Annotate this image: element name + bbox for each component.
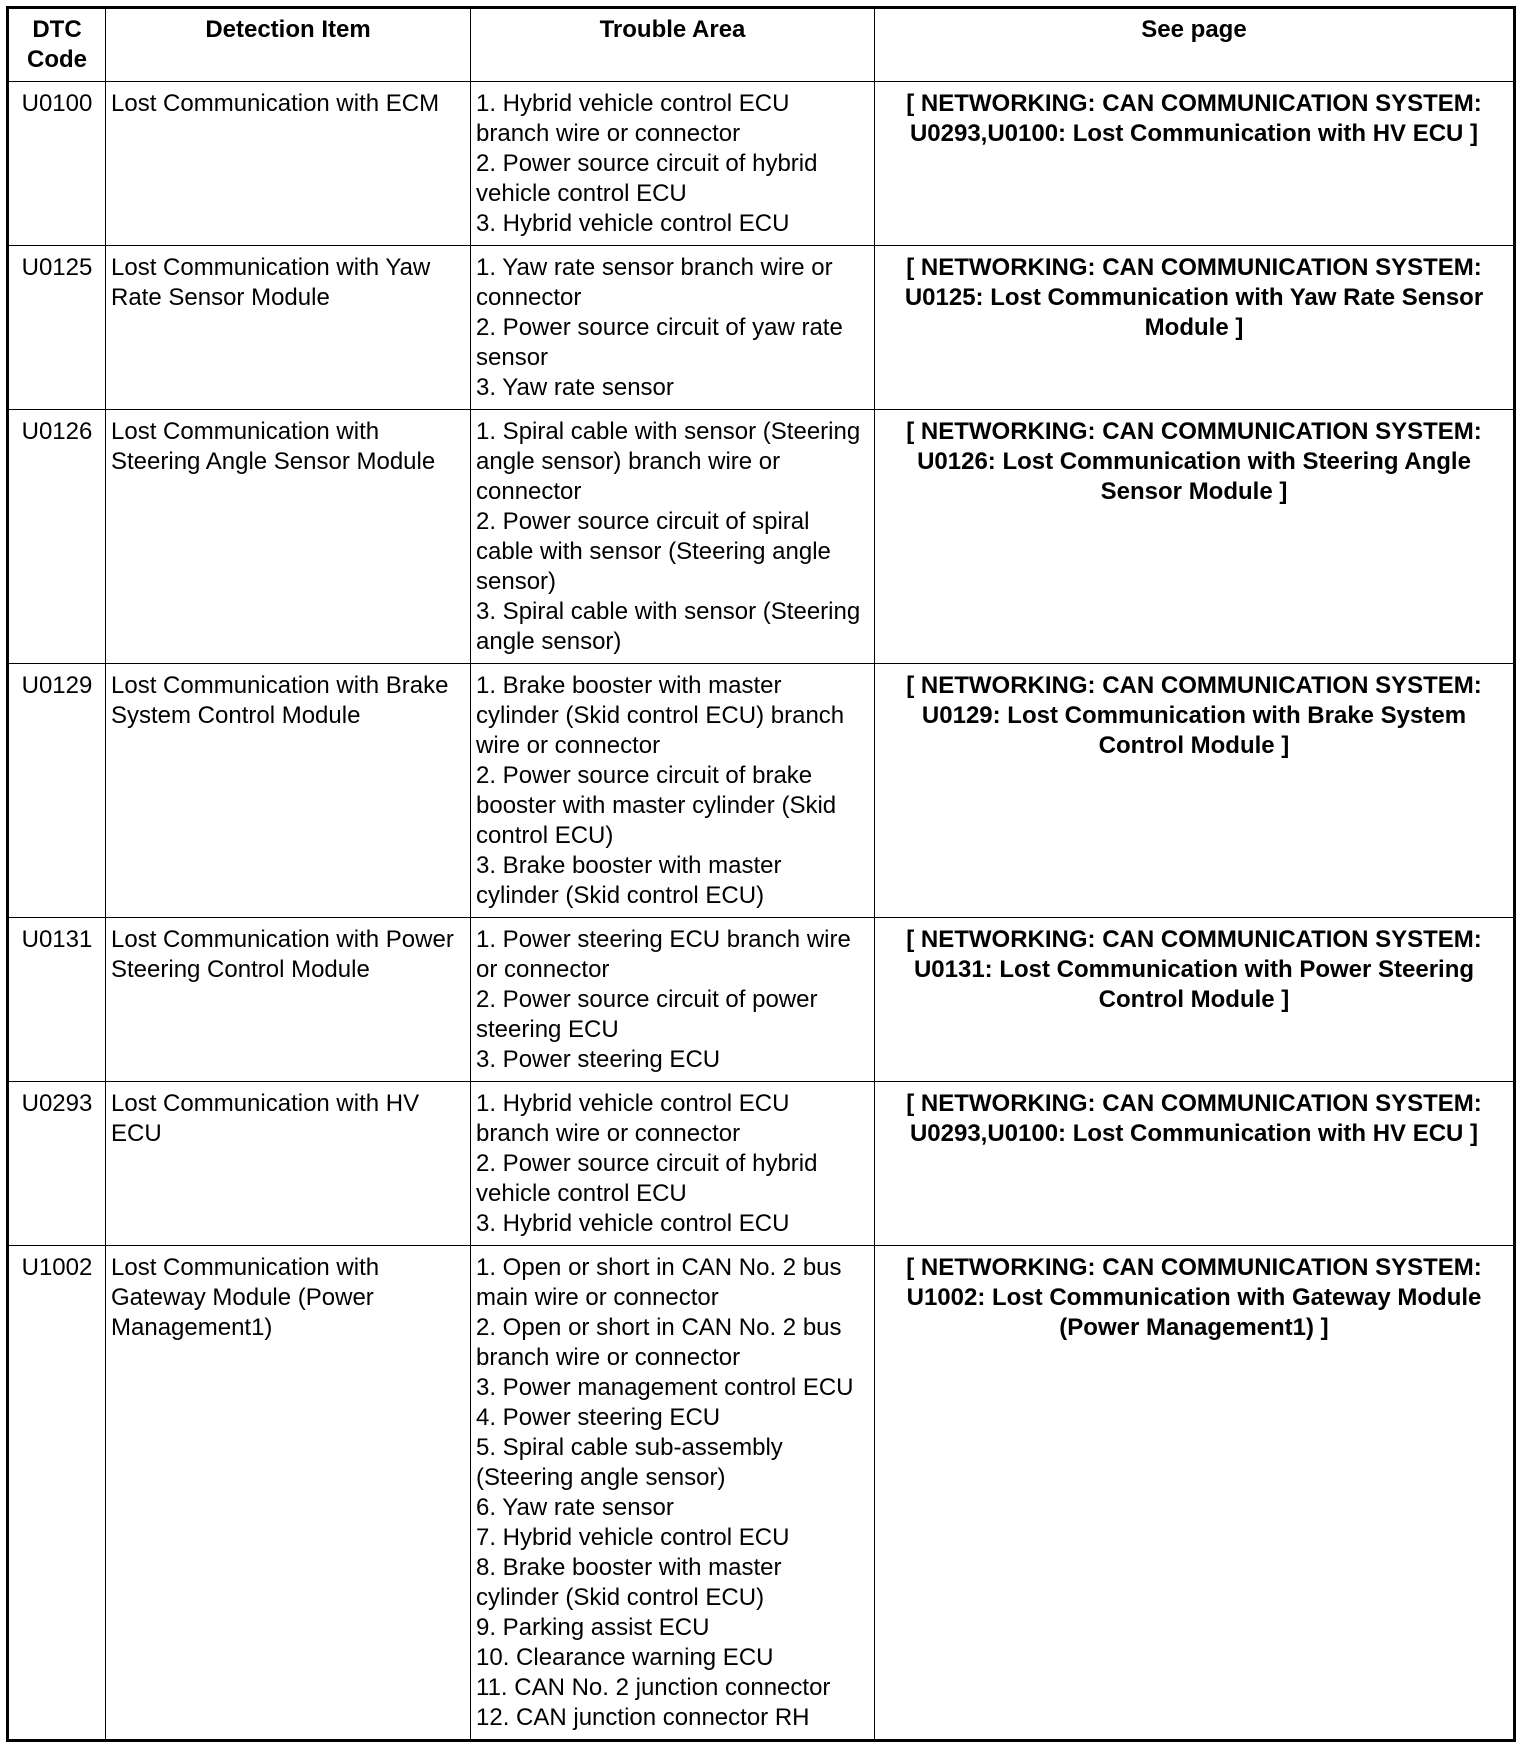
header-dtc-code: [8, 8, 106, 82]
trouble-area-cell: [471, 1082, 875, 1246]
detection-item-cell: Lost Communication with HV ECU: [106, 1082, 471, 1246]
detection-item-cell: Lost Communication with ECM: [106, 82, 471, 246]
table-body: [8, 82, 1515, 1741]
see-page-link[interactable]: [ NETWORKING: CAN COMMUNICATION SYSTEM: U0125: Lost Communication with Yaw Rate Sensor Module ]: [875, 246, 1515, 410]
header-dtc-code-line1: DTC: [32, 16, 82, 43]
trouble-area-item: 8. Brake booster with master cylinder (Skid control ECU): [476, 1554, 782, 1611]
trouble-area-cell: [471, 410, 875, 664]
dtc-code-cell: U0129: [8, 664, 106, 918]
trouble-area-item: 1. Brake booster with master cylinder (Skid control ECU) branch wire or connector: [476, 672, 845, 759]
dtc-code-cell: U1002: [8, 1246, 106, 1741]
header-row: [8, 8, 1515, 82]
trouble-area-item: 4. Power steering ECU: [476, 1404, 721, 1431]
trouble-area-item: 3. Brake booster with master cylinder (Skid control ECU): [476, 852, 782, 909]
trouble-area-item: 3. Yaw rate sensor: [476, 374, 674, 401]
table-row: [8, 1246, 1515, 1741]
dtc-code-cell: U0293: [8, 1082, 106, 1246]
dtc-code-cell: U0125: [8, 246, 106, 410]
trouble-area-item: 2. Power source circuit of power steering ECU: [476, 986, 818, 1043]
detection-item-cell: Lost Communication with Yaw Rate Sensor Module: [106, 246, 471, 410]
see-page-link[interactable]: [ NETWORKING: CAN COMMUNICATION SYSTEM: U0293,U0100: Lost Communication with HV ECU ]: [875, 82, 1515, 246]
trouble-area-cell: [471, 664, 875, 918]
trouble-area-item: 2. Power source circuit of hybrid vehicle control ECU: [476, 1150, 818, 1207]
trouble-area-cell: [471, 918, 875, 1082]
see-page-link[interactable]: [ NETWORKING: CAN COMMUNICATION SYSTEM: U0293,U0100: Lost Communication with HV ECU ]: [875, 1082, 1515, 1246]
trouble-area-item: 3. Power steering ECU: [476, 1046, 721, 1073]
detection-item-cell: Lost Communication with Gateway Module (Power Management1): [106, 1246, 471, 1741]
trouble-area-item: 10. Clearance warning ECU: [476, 1644, 774, 1671]
trouble-area-item: 11. CAN No. 2 junction connector: [476, 1674, 831, 1701]
trouble-area-item: 2. Power source circuit of yaw rate sensor: [476, 314, 843, 371]
trouble-area-item: 2. Power source circuit of brake booster with master cylinder (Skid control ECU): [476, 762, 837, 849]
trouble-area-cell: [471, 82, 875, 246]
trouble-area-item: 6. Yaw rate sensor: [476, 1494, 674, 1521]
dtc-code-cell: U0126: [8, 410, 106, 664]
trouble-area-item: 12. CAN junction connector RH: [476, 1704, 810, 1731]
trouble-area-item: 7. Hybrid vehicle control ECU: [476, 1524, 790, 1551]
see-page-link[interactable]: [ NETWORKING: CAN COMMUNICATION SYSTEM: U1002: Lost Communication with Gateway Module (Power Management1) ]: [875, 1246, 1515, 1741]
table-header: [8, 8, 1515, 82]
detection-item-cell: Lost Communication with Brake System Control Module: [106, 664, 471, 918]
see-page-link[interactable]: [ NETWORKING: CAN COMMUNICATION SYSTEM: U0131: Lost Communication with Power Steering Control Module ]: [875, 918, 1515, 1082]
trouble-area-item: 9. Parking assist ECU: [476, 1614, 710, 1641]
trouble-area-cell: [471, 246, 875, 410]
dtc-code-cell: U0100: [8, 82, 106, 246]
see-page-link[interactable]: [ NETWORKING: CAN COMMUNICATION SYSTEM: U0126: Lost Communication with Steering Angle Sensor Module ]: [875, 410, 1515, 664]
trouble-area-item: 3. Hybrid vehicle control ECU: [476, 210, 790, 237]
trouble-area-item: 3. Power management control ECU: [476, 1374, 854, 1401]
trouble-area-item: 5. Spiral cable sub-assembly (Steering angle sensor): [476, 1434, 783, 1491]
trouble-area-item: 1. Hybrid vehicle control ECU branch wire or connector: [476, 1090, 790, 1147]
trouble-area-item: 1. Yaw rate sensor branch wire or connector: [476, 254, 833, 311]
detection-item-cell: Lost Communication with Power Steering Control Module: [106, 918, 471, 1082]
dtc-code-cell: U0131: [8, 918, 106, 1082]
header-trouble-area: Trouble Area: [471, 8, 875, 82]
trouble-area-item: 1. Hybrid vehicle control ECU branch wire or connector: [476, 90, 790, 147]
trouble-area-item: 1. Open or short in CAN No. 2 bus main wire or connector: [476, 1254, 842, 1311]
header-dtc-code-line2: Code: [27, 46, 87, 73]
table-row: [8, 246, 1515, 410]
table-row: [8, 1082, 1515, 1246]
table-row: [8, 918, 1515, 1082]
header-see-page: See page: [875, 8, 1515, 82]
trouble-area-cell: [471, 1246, 875, 1741]
see-page-link[interactable]: [ NETWORKING: CAN COMMUNICATION SYSTEM: U0129: Lost Communication with Brake System Control Module ]: [875, 664, 1515, 918]
header-detection-item: Detection Item: [106, 8, 471, 82]
trouble-area-item: 3. Hybrid vehicle control ECU: [476, 1210, 790, 1237]
trouble-area-item: 2. Power source circuit of spiral cable with sensor (Steering angle sensor): [476, 508, 831, 595]
trouble-area-item: 2. Open or short in CAN No. 2 bus branch wire or connector: [476, 1314, 842, 1371]
trouble-area-item: 3. Spiral cable with sensor (Steering angle sensor): [476, 598, 861, 655]
trouble-area-item: 1. Spiral cable with sensor (Steering angle sensor) branch wire or connector: [476, 418, 861, 505]
trouble-area-item: 2. Power source circuit of hybrid vehicle control ECU: [476, 150, 818, 207]
trouble-area-item: 1. Power steering ECU branch wire or connector: [476, 926, 851, 983]
table-row: [8, 664, 1515, 918]
dtc-table: [6, 6, 1516, 1742]
table-row: [8, 82, 1515, 246]
table-row: [8, 410, 1515, 664]
detection-item-cell: Lost Communication with Steering Angle Sensor Module: [106, 410, 471, 664]
